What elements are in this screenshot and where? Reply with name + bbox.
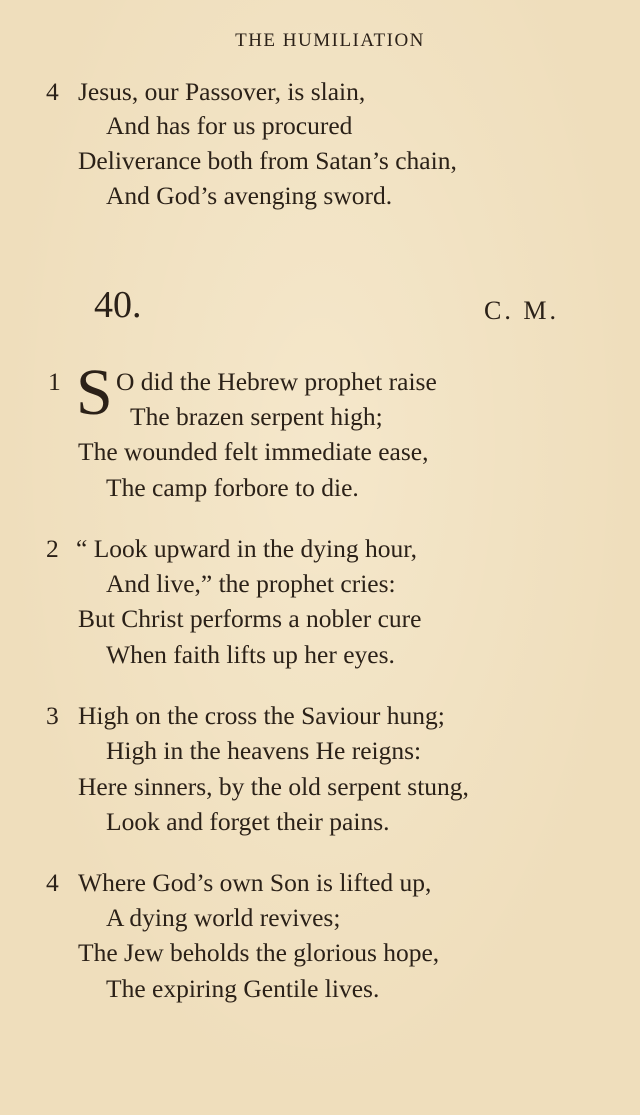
verse-line: The expiring Gentile lives. <box>106 974 380 1003</box>
verse-line: High in the heavens He reigns: <box>106 736 422 765</box>
stanza-number: 2 <box>46 534 59 563</box>
verse-line: And God’s avenging sword. <box>106 181 393 210</box>
verse-line: But Christ performs a nobler cure <box>78 604 422 633</box>
verse-line: And live,” the prophet cries: <box>106 569 396 598</box>
verse-line: Jesus, our Passover, is slain, <box>78 77 366 106</box>
hymn-number: 40. <box>94 284 142 326</box>
verse-line: High on the cross the Saviour hung; <box>78 701 445 730</box>
stanza-number: 3 <box>46 701 59 730</box>
verse-line: Look and forget their pains. <box>106 807 390 836</box>
verse-line: O did the Hebrew prophet raise <box>116 367 437 396</box>
running-head: THE HUMILIATION <box>235 30 425 51</box>
verse-line: The wounded felt immediate ease, <box>78 437 429 466</box>
hymn-meter: C. M. <box>484 296 559 325</box>
verse-line: Here sinners, by the old serpent stung, <box>78 772 469 801</box>
stanza-number: 4 <box>46 868 59 897</box>
verse-line: A dying world revives; <box>106 903 341 932</box>
stanza-number: 4 <box>46 77 59 106</box>
verse-line: The camp forbore to die. <box>106 473 359 502</box>
verse-line: When faith lifts up her eyes. <box>106 640 395 669</box>
drop-cap: S <box>76 356 113 429</box>
verse-line: Deliverance both from Satan’s chain, <box>78 146 457 175</box>
verse-line: The Jew beholds the glorious hope, <box>78 938 440 967</box>
verse-line: And has for us procured <box>106 111 353 140</box>
verse-line: The brazen serpent high; <box>130 402 383 431</box>
stanza-number: 1 <box>48 367 61 396</box>
verse-line: “ Look upward in the dying hour, <box>76 534 418 563</box>
verse-line: Where God’s own Son is lifted up, <box>78 868 432 897</box>
